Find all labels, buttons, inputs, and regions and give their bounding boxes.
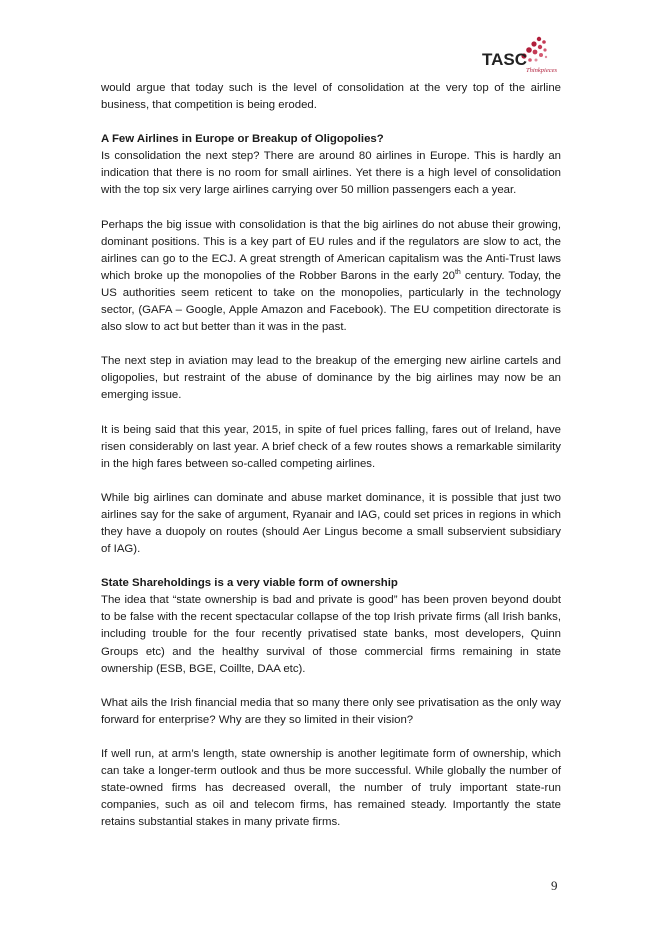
paragraph-8: If well run, at arm’s length, state ownership is another legitimate form of ownership, which can take a longer-term outlook and thus be more successful. While globally the number of state-owned firms has decreased overall, the number of truly important state-run companies, such as oil and telecom firms, has remained steady. Importantly the state retains substantial stakes in many private firms. — [101, 747, 561, 829]
paragraph-intro: would argue that today such is the level of consolidation at the very top of the airline business, that competition is being eroded. — [101, 82, 561, 112]
paragraph-4: It is being said that this year, 2015, in spite of fuel prices falling, fares out of Ireland, have risen considerably on last year. A brief check of a few routes shows a remarkable similarity in the high fares between so-called competing airlines. — [101, 423, 561, 470]
ordinal-superscript: th — [454, 268, 461, 276]
paragraph-1: Is consolidation the next step? There are around 80 airlines in Europe. This is hardly an indication that there is no room for small airlines. Yet there is a high level of consolidation with the top six very large airlines carrying over 50 million passengers each a year. — [101, 150, 561, 197]
logo-subtitle: Thinkpieces — [526, 67, 558, 74]
paragraph-7: What ails the Irish financial media that so many there only see privatisation as the only way forward for enterprise? Why are they so limited in their vision? — [101, 696, 561, 726]
paragraph-5: While big airlines can dominate and abuse market dominance, it is possible that just two airlines say for the sake of argument, Ryanair and IAG, could set prices in regions in which they have a duopoly on routes (should Aer Lingus become a small subservient subsidiary of IAG). — [101, 491, 561, 556]
article-body — [101, 80, 561, 831]
paragraph-6: The idea that “state ownership is bad and private is good” has been proven beyond doubt to be false with the recent spectacular collapse of the top Irish private firms (all Irish banks, including trouble for the four recently privatised state banks, most developers, Quinn Groups etc) and the healthy survival of those commercial firms remaining in state ownership (ESB, BGE, Coillte, DAA etc). — [101, 594, 561, 675]
paragraph-3: The next step in aviation may lead to the breakup of the emerging new airline cartels and oligopolies, but restraint of the abuse of dominance by the big airlines may now be an emerging issue. — [101, 355, 561, 402]
paragraph-2-part-b: century. Today, the US authorities seem reticent to take on the monopolies, particularly in the technology sector, (GAFA – Google, Apple Amazon and Facebook). The EU competition directorate is also slow to act but better than it was in the past. — [101, 269, 561, 334]
paragraph-2-part-a: Perhaps the big issue with consolidation is that the big airlines do not abuse their growing, dominant positions. This is a key part of EU rules and if the regulators are slow to act, the airlines can go to the ECJ. A great strength of American capitalism was the Anti-Trust laws which broke up the monopolies of the Robber Barons in the early 20 — [101, 218, 561, 282]
logo-text: TASC — [482, 50, 528, 69]
paragraph-2 — [101, 217, 561, 337]
section-heading-state: State Shareholdings is a very viable form of ownership — [101, 577, 398, 590]
section-heading-airlines: A Few Airlines in Europe or Breakup of Oligopolies? — [101, 133, 384, 146]
tasc-logo — [482, 36, 558, 74]
page-number: 9 — [551, 878, 558, 893]
